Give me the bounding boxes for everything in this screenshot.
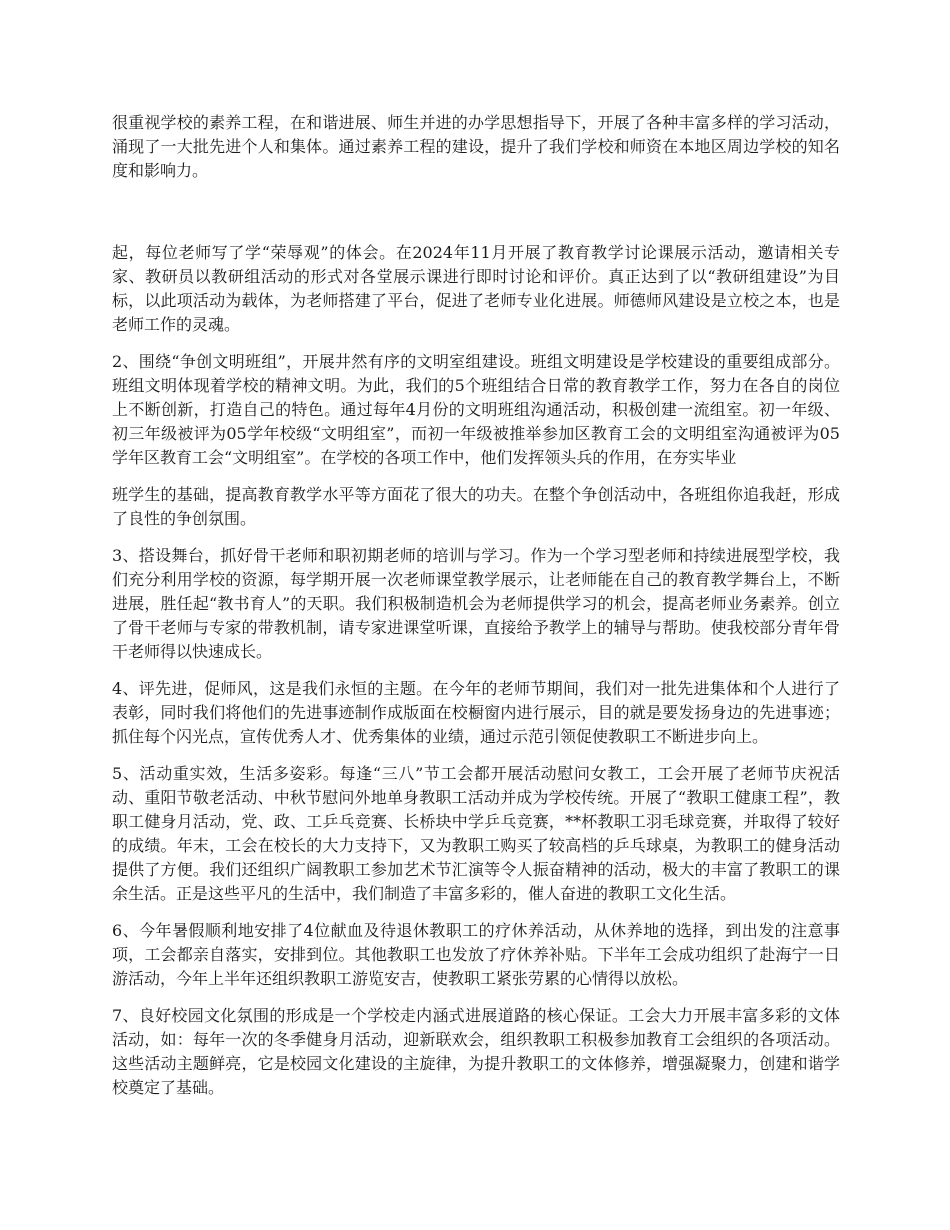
paragraph-item-2-continued: 班学生的基础，提高教育教学水平等方面花了很大的功夫。在整个争创活动中，各班组你追我赶，形成了良性的争创氛围。 (112, 485, 840, 528)
document-body (112, 111, 840, 1113)
paragraph-item-4: 4、评先进，促师风，这是我们永恒的主题。在今年的老师节期间，我们对一批先进集体和个人进行了表彰，同时我们将他们的先进事迹制作成版面在校橱窗内进行展示，目的就是要发扬身边的先进事迹；抓住每个闪光点，宣传优秀人才、优秀集体的业绩，通过示范引领促使教职工不断进步向上。 (112, 679, 840, 746)
paragraph-intro: 很重视学校的素养工程，在和谐进展、师生并进的办学思想指导下，开展了各种丰富多样的学习活动，涌现了一大批先进个人和集体。通过素养工程的建设，提升了我们学校和师资在本地区周边学校的知名度和影响力。 (112, 113, 840, 180)
paragraph-item-7: 7、良好校园文化氛围的形成是一个学校走内涵式进展道路的核心保证。工会大力开展丰富多彩的文体活动，如：每年一次的冬季健身月活动，迎新联欢会，组织教职工积极参加教育工会组织的各项活动。这些活动主题鲜亮，它是校园文化建设的主旋律，为提升教职工的文体修养，增强凝聚力，创建和谐学校奠定了基础。 (112, 1006, 840, 1097)
paragraph-teacher-ethics: 起，每位老师写了学“荣辱观”的体会。在2024年11月开展了教育教学讨论课展示活动，邀请相关专家、教研员以教研组活动的形式对各堂展示课进行即时讨论和评价。真正达到了以“教研组建设”为目标，以此项活动为载体，为老师搭建了平台，促进了老师专业化进展。师德师风建设是立校之本，也是老师工作的灵魂。 (112, 243, 840, 334)
paragraph-item-5: 5、活动重实效，生活多姿彩。每逢“三八”节工会都开展活动慰问女教工，工会开展了老师节庆祝活动、重阳节敬老活动、中秋节慰问外地单身教职工活动并成为学校传统。开展了“教职工健康工程”，教职工健身月活动，党、政、工乒乓竞赛、长桥块中学乒乓竞赛，**杯教职工羽毛球竞赛，并取得了较好的成绩。年末，工会在校长的大力支持下，又为教职工购买了较高档的乒乓球桌，为教职工的健身活动提供了方便。我们还组织广阔教职工参加艺术节汇演等令人振奋精神的活动，极大的丰富了教职工的课余生活。正是这些平凡的生活中，我们制造了丰富多彩的，催人奋进的教职工文化生活。 (112, 764, 840, 903)
paragraph-item-2: 2、围绕“争创文明班组”，开展井然有序的文明室组建设。班组文明建设是学校建设的重要组成部分。班组文明体现着学校的精神文明。为此，我们的5个班组结合日常的教育教学工作，努力在各自的岗位上不断创新，打造自己的特色。通过每年4月份的文明班组沟通活动，积极创建一流组室。初一年级、初三年级被评为05学年校级“文明组室”，而初一年级被推举参加区教育工会的文明组室沟通被评为05学年区教育工会“文明组室”。在学校的各项工作中，他们发挥领头兵的作用，在夯实毕业 (112, 352, 840, 467)
paragraph-item-6: 6、今年暑假顺利地安排了4位献血及待退休教职工的疗休养活动，从休养地的选择，到出发的注意事项，工会都亲自落实，安排到位。其他教职工也发放了疗休养补贴。下半年工会成功组织了赴海宁一日游活动，今年上半年还组织教职工游览安吉，使教职工紧张劳累的心情得以放松。 (112, 921, 840, 988)
paragraph-item-3: 3、搭设舞台，抓好骨干老师和职初期老师的培训与学习。作为一个学习型老师和持续进展型学校，我们充分利用学校的资源，每学期开展一次老师课堂教学展示，让老师能在自己的教育教学舞台上，不断进展，胜任起“教书育人”的天职。我们积极制造机会为老师提供学习的机会，提高老师业务素养。创立了骨干老师与专家的带教机制，请专家进课堂听课，直接给予教学上的辅导与帮助。使我校部分青年骨干老师得以快速成长。 (112, 546, 840, 661)
